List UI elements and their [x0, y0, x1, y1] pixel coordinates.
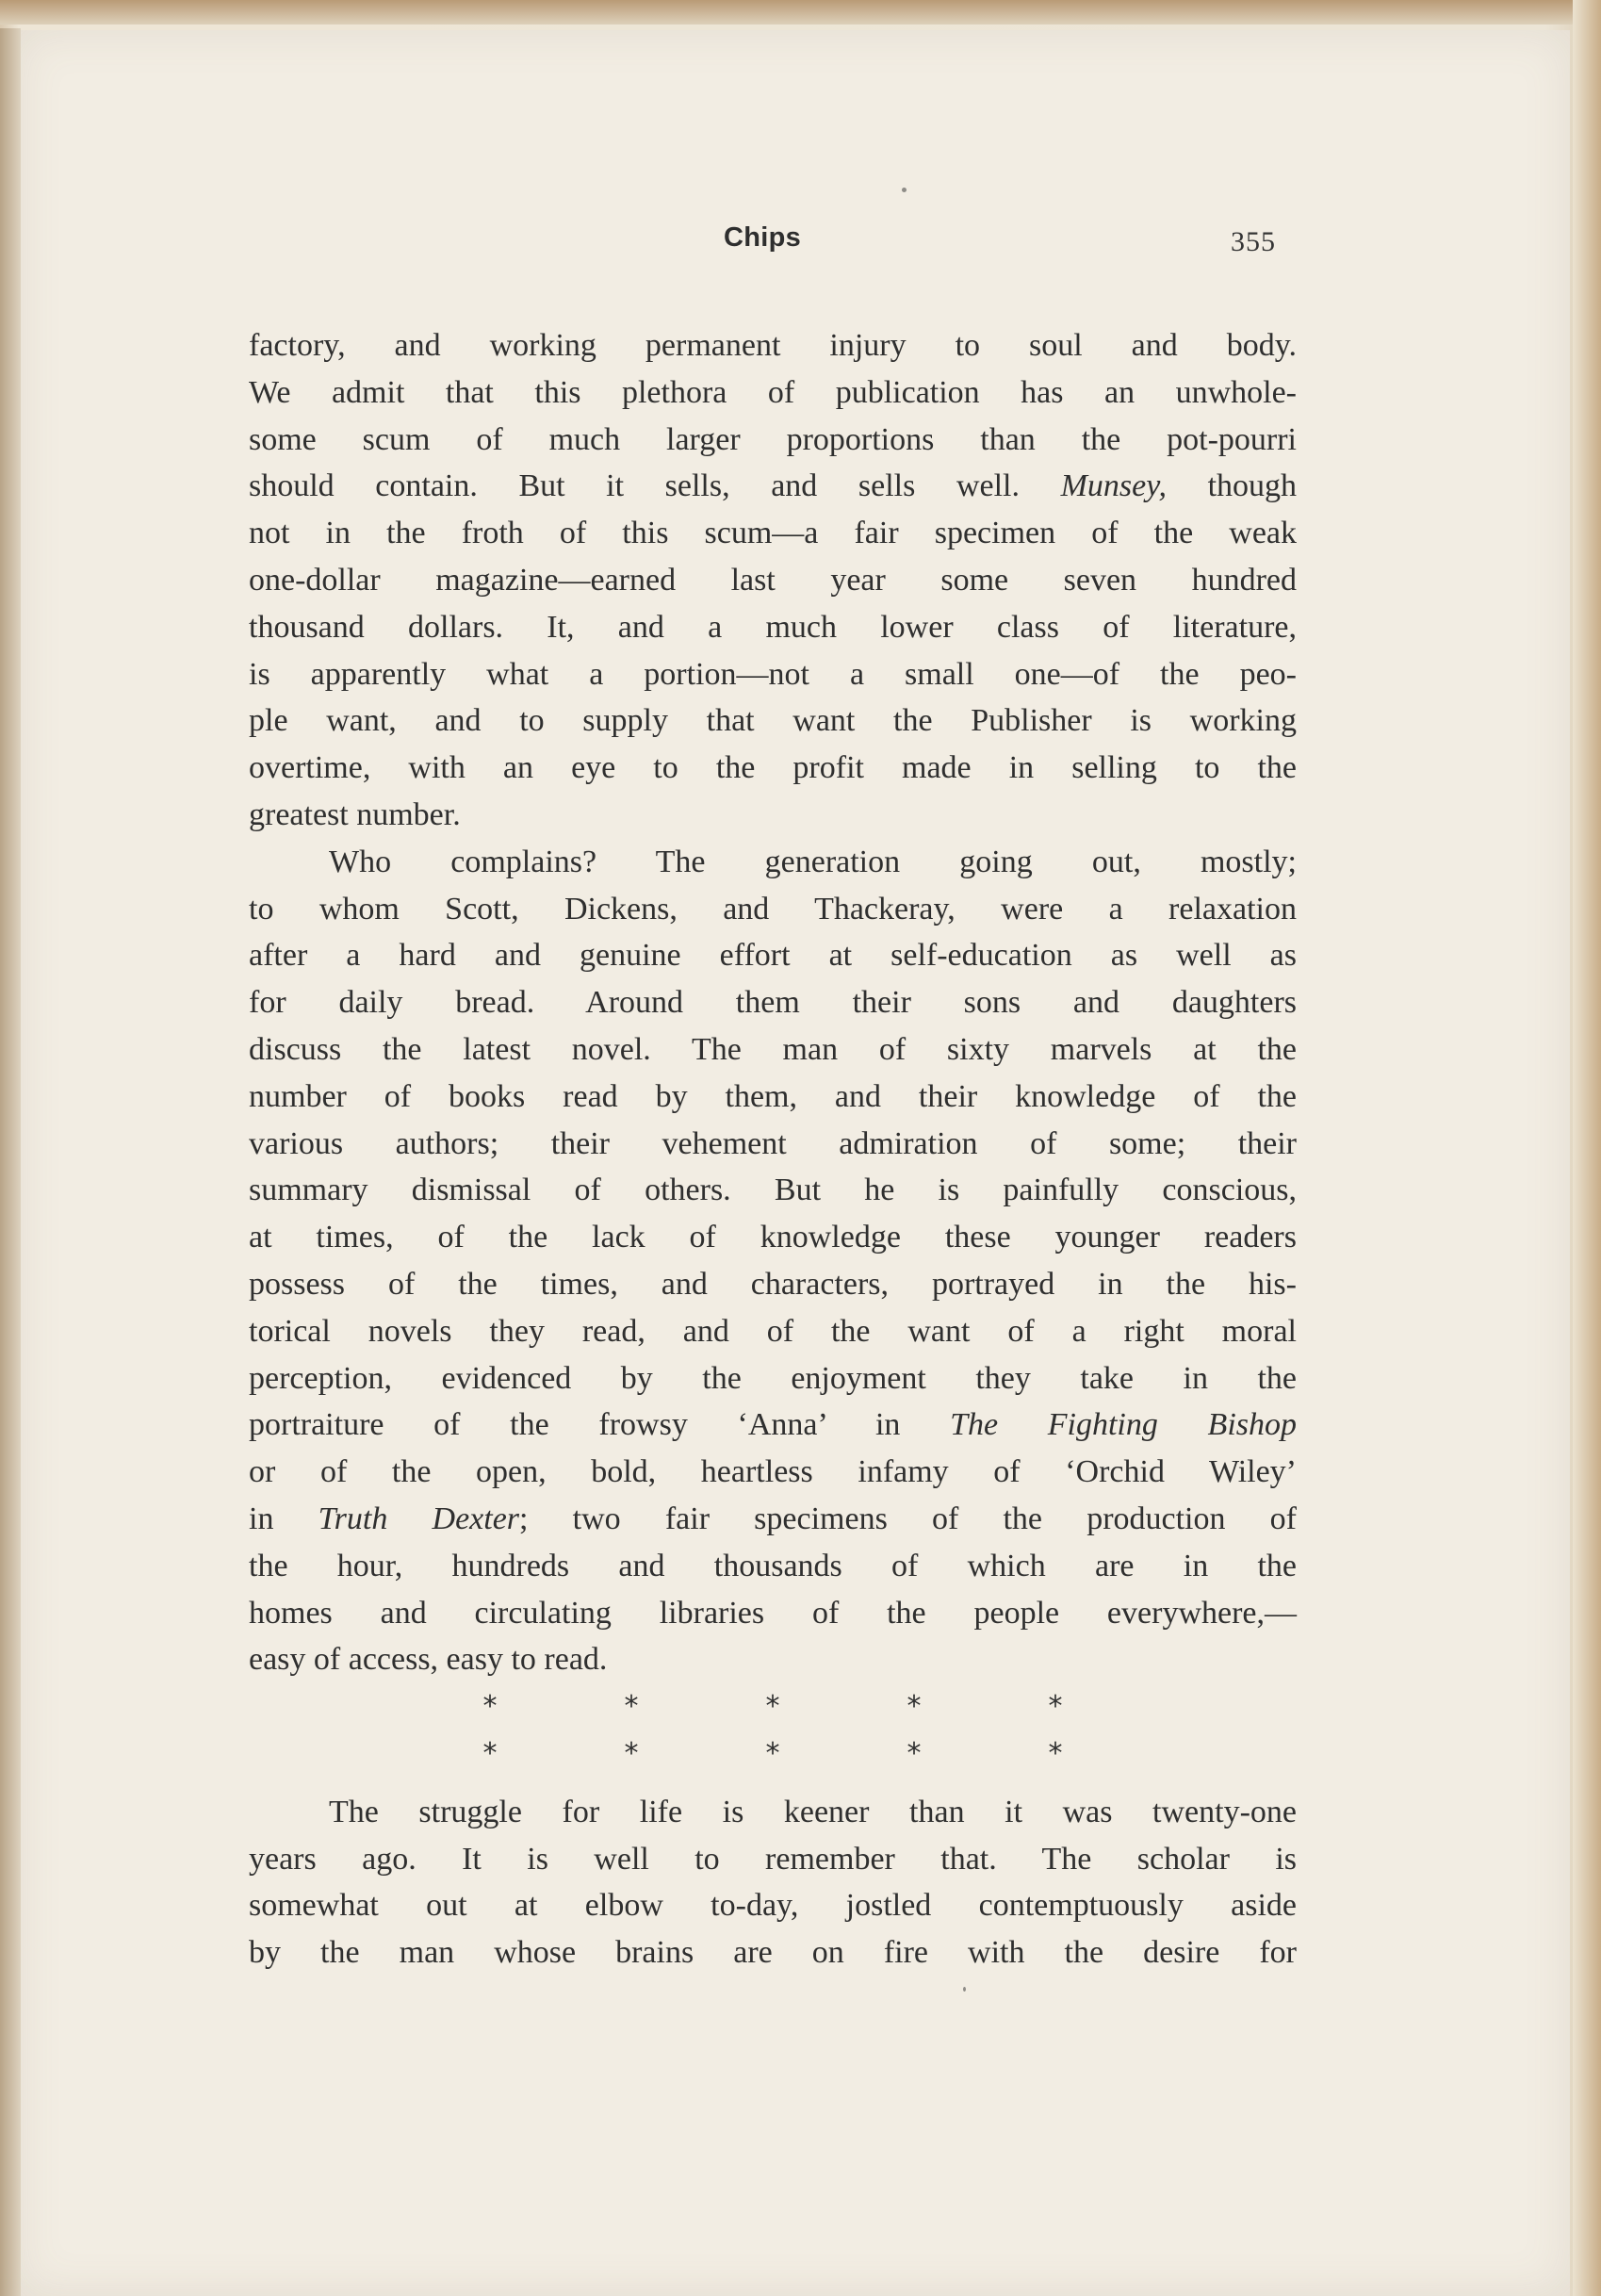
running-head — [0, 219, 1601, 275]
text-line: factory, and working permanent injury to soul and body. — [249, 328, 1297, 363]
asterism-row — [249, 1730, 1297, 1778]
text-line: greatest number. — [249, 796, 461, 832]
book-title-truth-dexter: Truth Dexter — [318, 1501, 520, 1536]
text-line: is apparently what a portion—not a small one—of the peo- — [249, 656, 1297, 692]
text-line: summary dismissal of others. But he is painfully conscious, — [249, 1173, 1297, 1208]
text-line: possess of the times, and characters, portrayed in the his- — [249, 1266, 1297, 1302]
text-line-truth-dexter — [249, 1496, 1297, 1543]
text-line-munsey — [249, 463, 1297, 510]
right-page-edge — [1573, 0, 1601, 2296]
text-run: should contain. But it sells, and sells well. — [249, 468, 1020, 504]
text-line: for daily bread. Around them their sons and daughters — [249, 985, 1297, 1021]
text-line: homes and circulating libraries of the people everywhere,— — [249, 1595, 1297, 1631]
asterisk: * — [482, 1690, 498, 1724]
ink-speck — [963, 1987, 966, 1992]
text-line: some scum of much larger proportions than the pot-pourri — [249, 421, 1297, 457]
ink-speck — [902, 188, 907, 192]
asterisk: * — [907, 1736, 922, 1770]
text-line: ple want, and to supply that want the Publisher is working — [249, 703, 1297, 739]
running-title: Chips — [724, 222, 802, 253]
asterism-row — [249, 1683, 1297, 1730]
text-line: overtime, with an eye to the profit made in selling to the — [249, 750, 1297, 786]
asterisk: * — [1048, 1736, 1063, 1770]
asterisk: * — [482, 1736, 498, 1770]
text-line: not in the froth of this scum—a fair specimen of the weak — [249, 516, 1297, 551]
text-line: or of the open, bold, heartless infamy of ‘Orchid Wiley’ — [249, 1454, 1297, 1490]
text-run: in — [249, 1501, 274, 1536]
asterisk: * — [624, 1736, 639, 1770]
text-line: thousand dollars. It, and a much lower class of literature, — [249, 609, 1297, 645]
book-title-fighting-bishop: The Fighting Bishop — [950, 1407, 1297, 1443]
text-line: after a hard and genuine effort at self-education as well as — [249, 938, 1297, 974]
text-run: though — [1207, 468, 1298, 504]
asterisk: * — [1048, 1690, 1063, 1724]
magazine-title-munsey: Munsey, — [1060, 468, 1167, 504]
asterisk: * — [907, 1690, 922, 1724]
text-line: perception, evidenced by the enjoyment they take in the — [249, 1360, 1297, 1396]
top-binding-edge — [0, 0, 1601, 25]
page-number: 355 — [1231, 226, 1276, 257]
asterisk: * — [765, 1690, 780, 1724]
text-line: We admit that this plethora of publication has an unwhole- — [249, 374, 1297, 410]
text-line: torical novels they read, and of the want of a right moral — [249, 1313, 1297, 1349]
text-run: ; two fair specimens of the production of — [519, 1501, 1298, 1536]
text-run: portraiture of the frowsy ‘Anna’ in — [249, 1407, 901, 1443]
text-line: by the man whose brains are on fire with the desire for — [249, 1935, 1297, 1971]
text-line: easy of access, easy to read. — [249, 1642, 608, 1678]
asterisk: * — [624, 1690, 639, 1724]
text-line: discuss the latest novel. The man of sixty marvels at the — [249, 1031, 1297, 1067]
left-binding-gutter — [0, 28, 21, 2296]
paragraph-start: The struggle for life is keener than it was twenty-one — [329, 1794, 1297, 1829]
body-text — [249, 322, 1297, 1976]
text-line-fighting-bishop — [249, 1402, 1297, 1449]
text-line: various authors; their vehement admiration of some; their — [249, 1125, 1297, 1161]
text-line: number of books read by them, and their knowledge of the — [249, 1078, 1297, 1114]
text-line: to whom Scott, Dickens, and Thackeray, were a relaxation — [249, 891, 1297, 927]
text-line: the hour, hundreds and thousands of which are in the — [249, 1548, 1297, 1583]
text-line: years ago. It is well to remember that. The scholar is — [249, 1841, 1297, 1877]
text-line: somewhat out at elbow to-day, jostled contemptuously aside — [249, 1888, 1297, 1924]
asterisk: * — [765, 1736, 780, 1770]
paragraph-start: Who complains? The generation going out, mostly; — [329, 844, 1297, 879]
text-line: at times, of the lack of knowledge these younger readers — [249, 1220, 1297, 1255]
text-line: one-dollar magazine—earned last year some seven hundred — [249, 562, 1297, 598]
